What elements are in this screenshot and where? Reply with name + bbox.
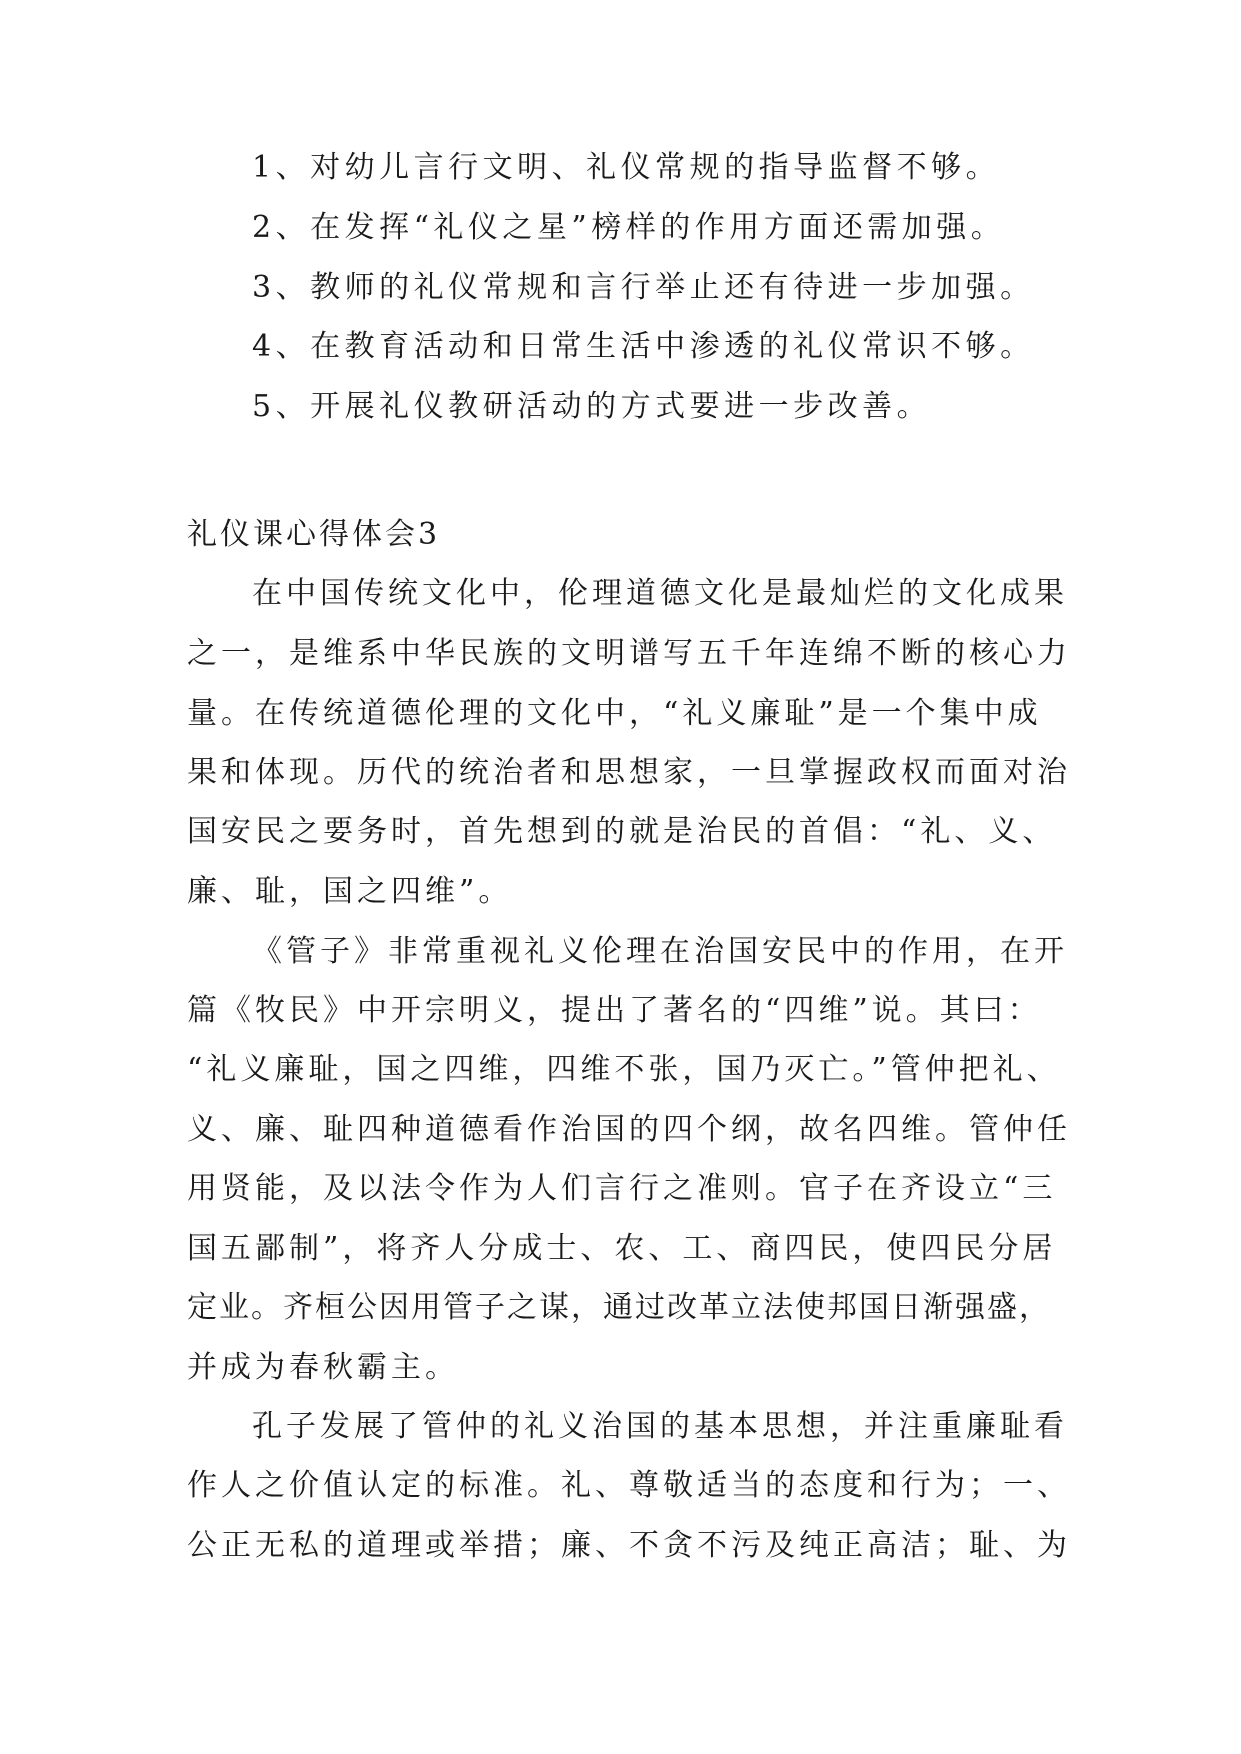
paragraph-line: 义、廉、耻四种道德看作治国的四个纲，故名四维。管仲任 — [187, 1112, 1071, 1147]
list-item: 4、在教育活动和日常生活中渗透的礼仪常识不够。 — [252, 329, 1035, 364]
paragraph-line: 果和体现。历代的统治者和思想家，一旦掌握政权而面对治 — [187, 755, 1071, 790]
paragraph-line: 廉、耻，国之四维”。 — [187, 874, 513, 909]
paragraph-line: 公正无私的道理或举措；廉、不贪不污及纯正高洁；耻、为 — [187, 1528, 1071, 1563]
paragraph-line: 在中国传统文化中，伦理道德文化是最灿烂的文化成果 — [252, 576, 1068, 611]
list-item: 3、教师的礼仪常规和言行举止还有待进一步加强。 — [252, 270, 1035, 305]
paragraph-line: 并成为春秋霸主。 — [187, 1350, 459, 1385]
list-item: 2、在发挥“礼仪之星”榜样的作用方面还需加强。 — [252, 210, 1006, 245]
list-item: 1、对幼儿言行文明、礼仪常规的指导监督不够。 — [252, 150, 1001, 185]
paragraph-line: 篇《牧民》中开宗明义，提出了著名的“四维”说。其曰： — [187, 993, 1042, 1028]
paragraph-line: 国五鄙制”，将齐人分成士、农、工、商四民，使四民分居 — [187, 1231, 1057, 1266]
paragraph-line: 用贤能，及以法令作为人们言行之准则。官子在齐设立“三 — [187, 1171, 1057, 1206]
paragraph-line: 孔子发展了管仲的礼义治国的基本思想，并注重廉耻看 — [252, 1409, 1068, 1444]
paragraph-line: 定业。齐桓公因用管子之谋，通过改革立法使邦国日渐强盛， — [187, 1290, 1051, 1325]
paragraph-line: 作人之价值认定的标准。礼、尊敬适当的态度和行为；一、 — [187, 1468, 1071, 1503]
paragraph-line: “礼义廉耻，国之四维，四维不张，国乃灭亡。”管仲把礼、 — [187, 1052, 1061, 1087]
paragraph-line: 《管子》非常重视礼义伦理在治国安民中的作用，在开 — [252, 934, 1068, 969]
paragraph-line: 国安民之要务时，首先想到的就是治民的首倡：“礼、义、 — [187, 814, 1057, 849]
paragraph-line: 量。在传统道德伦理的文化中，“礼义廉耻”是一个集中成 — [187, 696, 1042, 731]
paragraph-line: 之一，是维系中华民族的文明谱写五千年连绵不断的核心力 — [187, 636, 1071, 671]
list-item: 5、开展礼仪教研活动的方式要进一步改善。 — [252, 389, 932, 424]
section-title: 礼仪课心得体会3 — [187, 517, 441, 552]
